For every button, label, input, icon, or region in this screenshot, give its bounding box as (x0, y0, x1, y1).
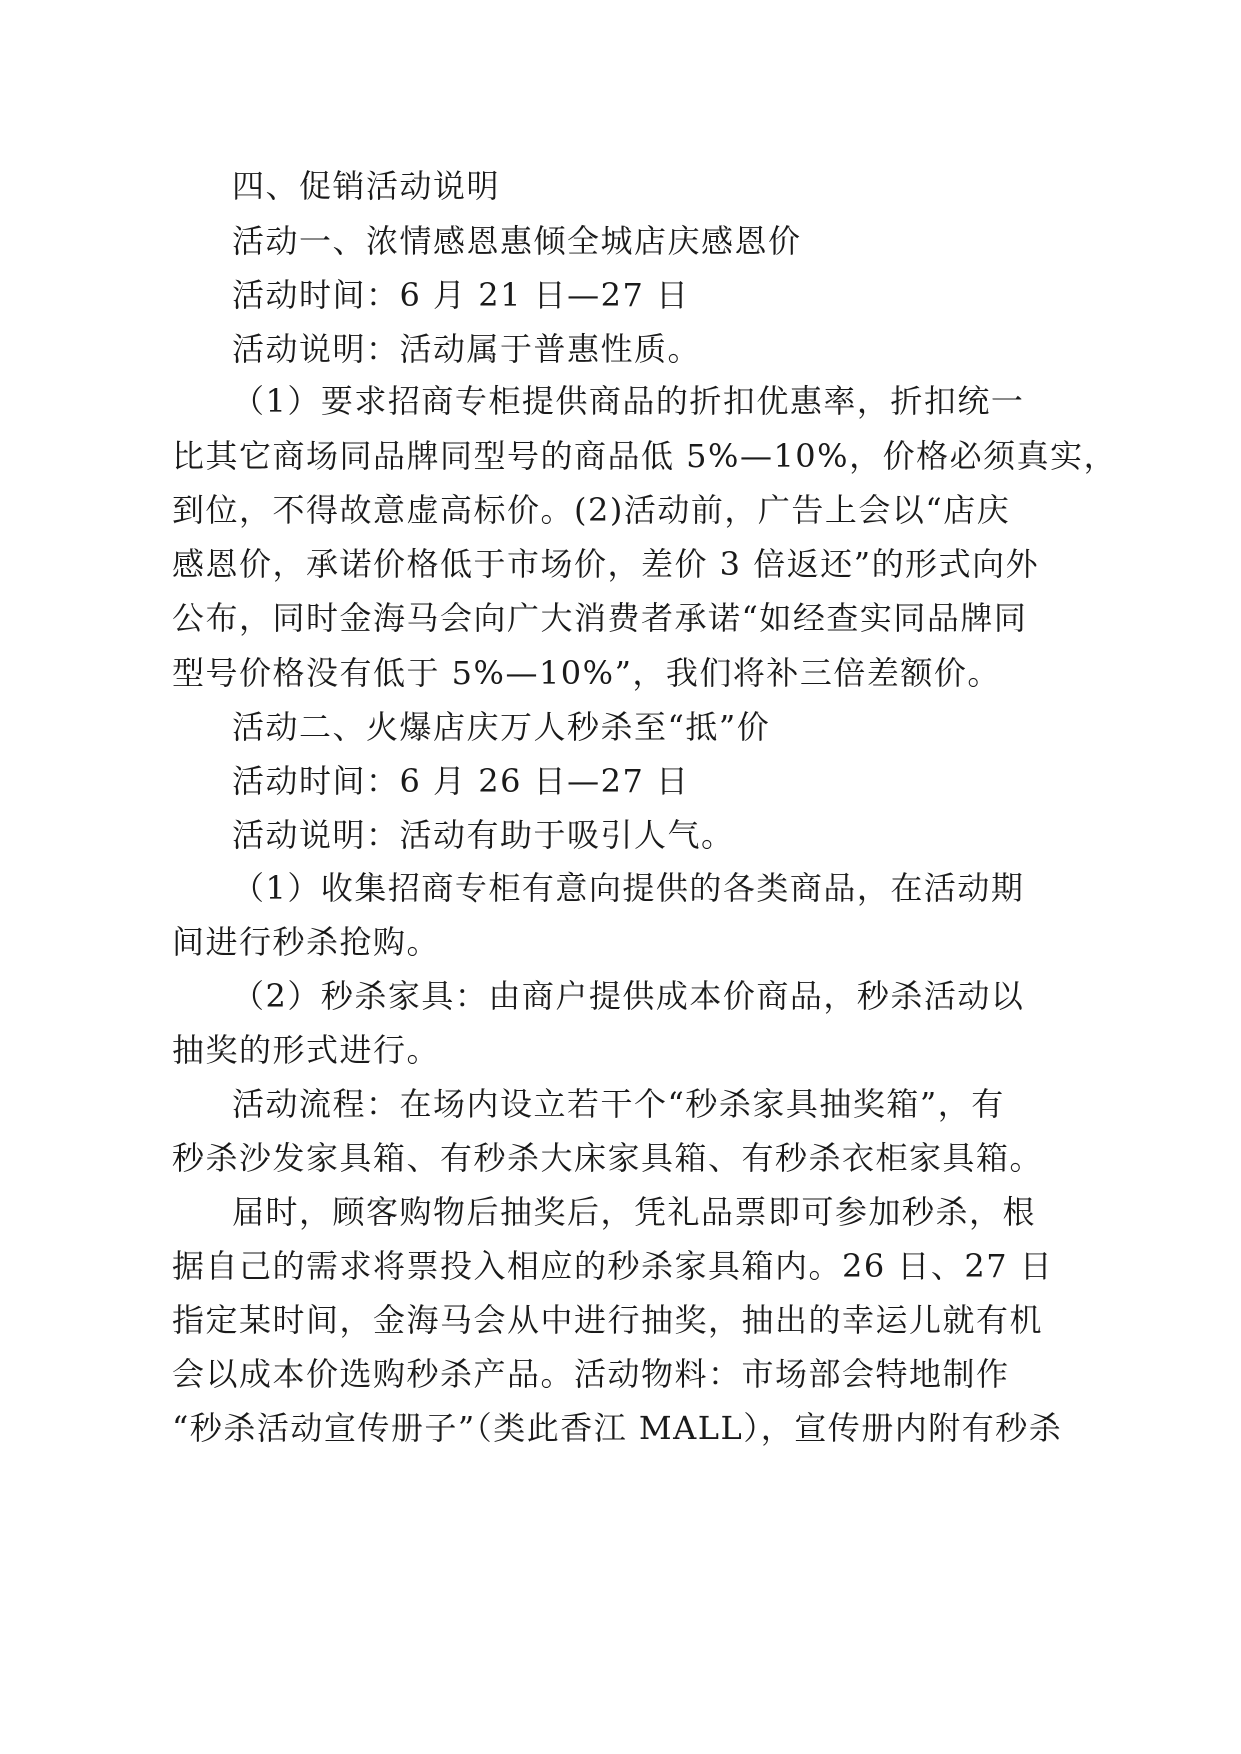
body-line: （2）秒杀家具：由商户提供成本价商品，秒杀活动以 (232, 977, 1025, 1015)
activity-two-title: 活动二、火爆店庆万人秒杀至“抵”价 (232, 708, 771, 746)
body-line: （1）要求招商专柜提供商品的折扣优惠率，折扣统一 (232, 382, 1025, 420)
body-line: 比其它商场同品牌同型号的商品低 5%—10%，价格必须真实， (172, 437, 1118, 475)
body-line: 活动流程：在场内设立若干个“秒杀家具抽奖箱”，有 (232, 1085, 1005, 1123)
body-line: 间进行秒杀抢购。 (172, 923, 441, 961)
body-line: 指定某时间，金海马会从中进行抽奖，抽出的幸运儿就有机 (172, 1301, 1044, 1339)
body-line: 据自己的需求将票投入相应的秒杀家具箱内。26 日、27 日 (172, 1247, 1054, 1285)
activity-two-description: 活动说明：活动有助于吸引人气。 (232, 816, 735, 854)
body-line: 公布，同时金海马会向广大消费者承诺“如经查实同品牌同 (172, 599, 1028, 637)
body-line: 秒杀沙发家具箱、有秒杀大床家具箱、有秒杀衣柜家具箱。 (172, 1139, 1044, 1177)
activity-one-time: 活动时间：6 月 21 日—27 日 (232, 276, 690, 314)
body-line: 到位，不得故意虚高标价。(2)活动前，广告上会以“店庆 (172, 491, 1011, 529)
body-line: 抽奖的形式进行。 (172, 1031, 441, 1069)
body-line: 型号价格没有低于 5%—10%”，我们将补三倍差额价。 (172, 654, 1001, 692)
body-line: “秒杀活动宣传册子”（类此香江 MALL），宣传册内附有秒杀 (172, 1409, 1063, 1447)
body-line: 会以成本价选购秒杀产品。活动物料：市场部会特地制作 (172, 1355, 1010, 1393)
section-heading: 四、促销活动说明 (232, 167, 501, 205)
activity-two-time: 活动时间：6 月 26 日—27 日 (232, 762, 690, 800)
body-line: 届时，顾客购物后抽奖后，凭礼品票即可参加秒杀，根 (232, 1193, 1037, 1231)
activity-one-title: 活动一、浓情感恩惠倾全城店庆感恩价 (232, 222, 802, 260)
activity-one-description: 活动说明：活动属于普惠性质。 (232, 330, 702, 368)
body-line: （1）收集招商专柜有意向提供的各类商品，在活动期 (232, 869, 1025, 907)
body-line: 感恩价，承诺价格低于市场价，差价 3 倍返还”的形式向外 (172, 545, 1040, 583)
